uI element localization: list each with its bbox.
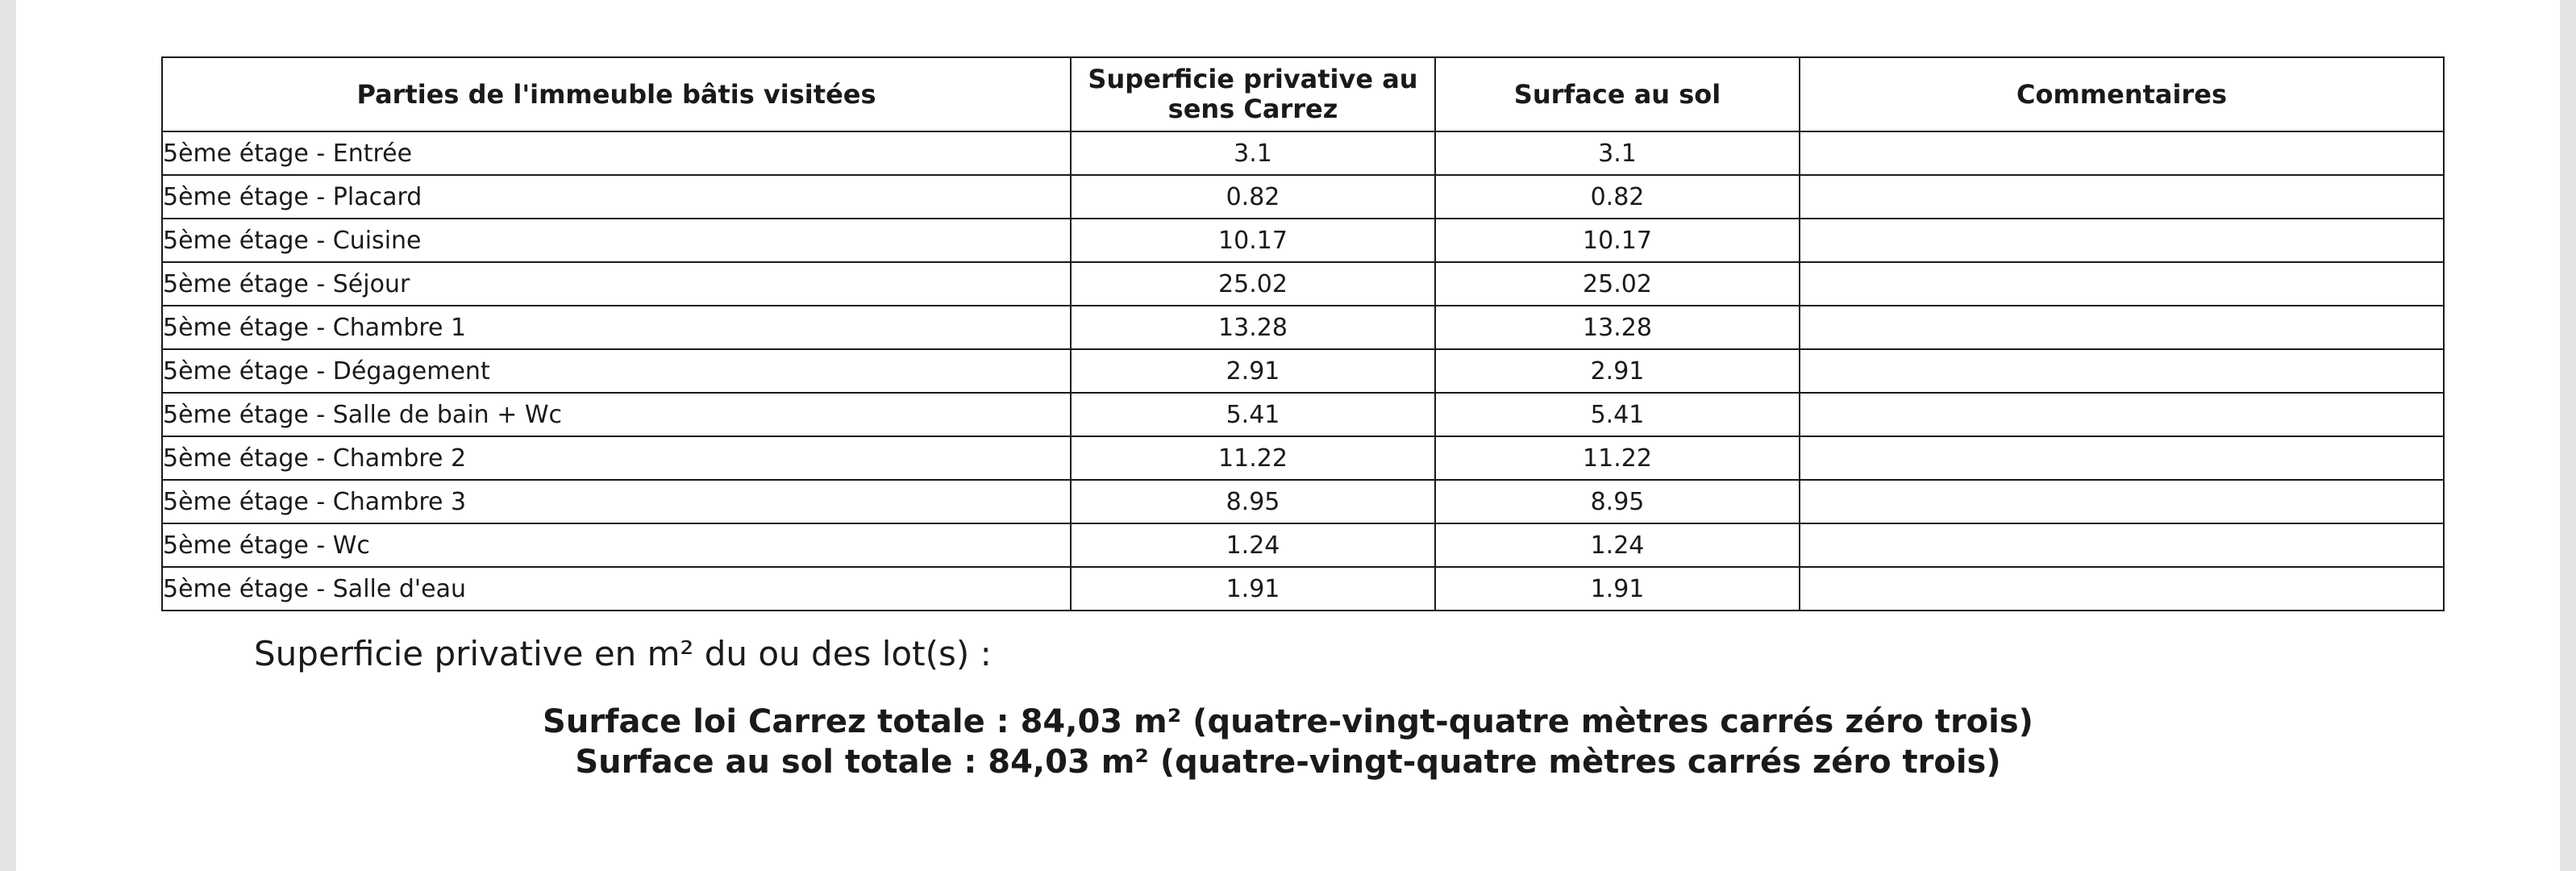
cell-comment [1800,523,2444,567]
cell-part: 5ème étage - Placard [162,175,1071,219]
table-row [162,262,2444,306]
cell-ground: 0.82 [1435,175,1800,219]
cell-comment [1800,567,2444,611]
cell-ground: 1.24 [1435,523,1800,567]
cell-comment [1800,306,2444,349]
table-body [162,131,2444,611]
header-comments: Commentaires [1800,57,2444,131]
cell-part: 5ème étage - Salle d'eau [162,567,1071,611]
table-row [162,175,2444,219]
cell-part: 5ème étage - Salle de bain + Wc [162,393,1071,436]
cell-carrez: 2.91 [1071,349,1435,393]
cell-carrez: 1.91 [1071,567,1435,611]
table-row [162,393,2444,436]
cell-comment [1800,262,2444,306]
cell-ground: 8.95 [1435,480,1800,523]
cell-carrez: 3.1 [1071,131,1435,175]
cell-carrez: 10.17 [1071,219,1435,262]
cell-comment [1800,131,2444,175]
areas-table [161,56,2445,611]
cell-ground: 5.41 [1435,393,1800,436]
cell-carrez: 0.82 [1071,175,1435,219]
header-ground: Surface au sol [1435,57,1800,131]
table-row [162,436,2444,480]
table-row [162,523,2444,567]
cell-carrez: 5.41 [1071,393,1435,436]
cell-ground: 2.91 [1435,349,1800,393]
cell-comment [1800,219,2444,262]
cell-ground: 11.22 [1435,436,1800,480]
table-row [162,567,2444,611]
cell-part: 5ème étage - Séjour [162,262,1071,306]
cell-carrez: 1.24 [1071,523,1435,567]
table-row [162,131,2444,175]
cell-carrez: 8.95 [1071,480,1435,523]
table-row [162,219,2444,262]
cell-carrez: 11.22 [1071,436,1435,480]
private-area-label: Superficie privative en m² du ou des lot(s) : [254,634,992,673]
table-header-row [162,57,2444,131]
cell-ground: 25.02 [1435,262,1800,306]
cell-comment [1800,175,2444,219]
header-part: Parties de l'immeuble bâtis visitées [162,57,1071,131]
cell-ground: 1.91 [1435,567,1800,611]
cell-comment [1800,349,2444,393]
cell-part: 5ème étage - Dégagement [162,349,1071,393]
table-row [162,306,2444,349]
header-carrez: Superficie privative au sens Carrez [1071,57,1435,131]
cell-carrez: 13.28 [1071,306,1435,349]
cell-comment [1800,480,2444,523]
cell-carrez: 25.02 [1071,262,1435,306]
cell-comment [1800,393,2444,436]
cell-part: 5ème étage - Chambre 1 [162,306,1071,349]
cell-comment [1800,436,2444,480]
cell-part: 5ème étage - Wc [162,523,1071,567]
table-row [162,349,2444,393]
document-page [16,0,2560,871]
cell-part: 5ème étage - Chambre 2 [162,436,1071,480]
cell-ground: 13.28 [1435,306,1800,349]
total-carrez-line: Surface loi Carrez totale : 84,03 m² (quatre-vingt-quatre mètres carrés zéro trois) [543,703,2033,740]
cell-part: 5ème étage - Entrée [162,131,1071,175]
cell-ground: 3.1 [1435,131,1800,175]
cell-ground: 10.17 [1435,219,1800,262]
cell-part: 5ème étage - Cuisine [162,219,1071,262]
total-ground-line: Surface au sol totale : 84,03 m² (quatre-vingt-quatre mètres carrés zéro trois) [575,744,2001,781]
table-row [162,480,2444,523]
cell-part: 5ème étage - Chambre 3 [162,480,1071,523]
